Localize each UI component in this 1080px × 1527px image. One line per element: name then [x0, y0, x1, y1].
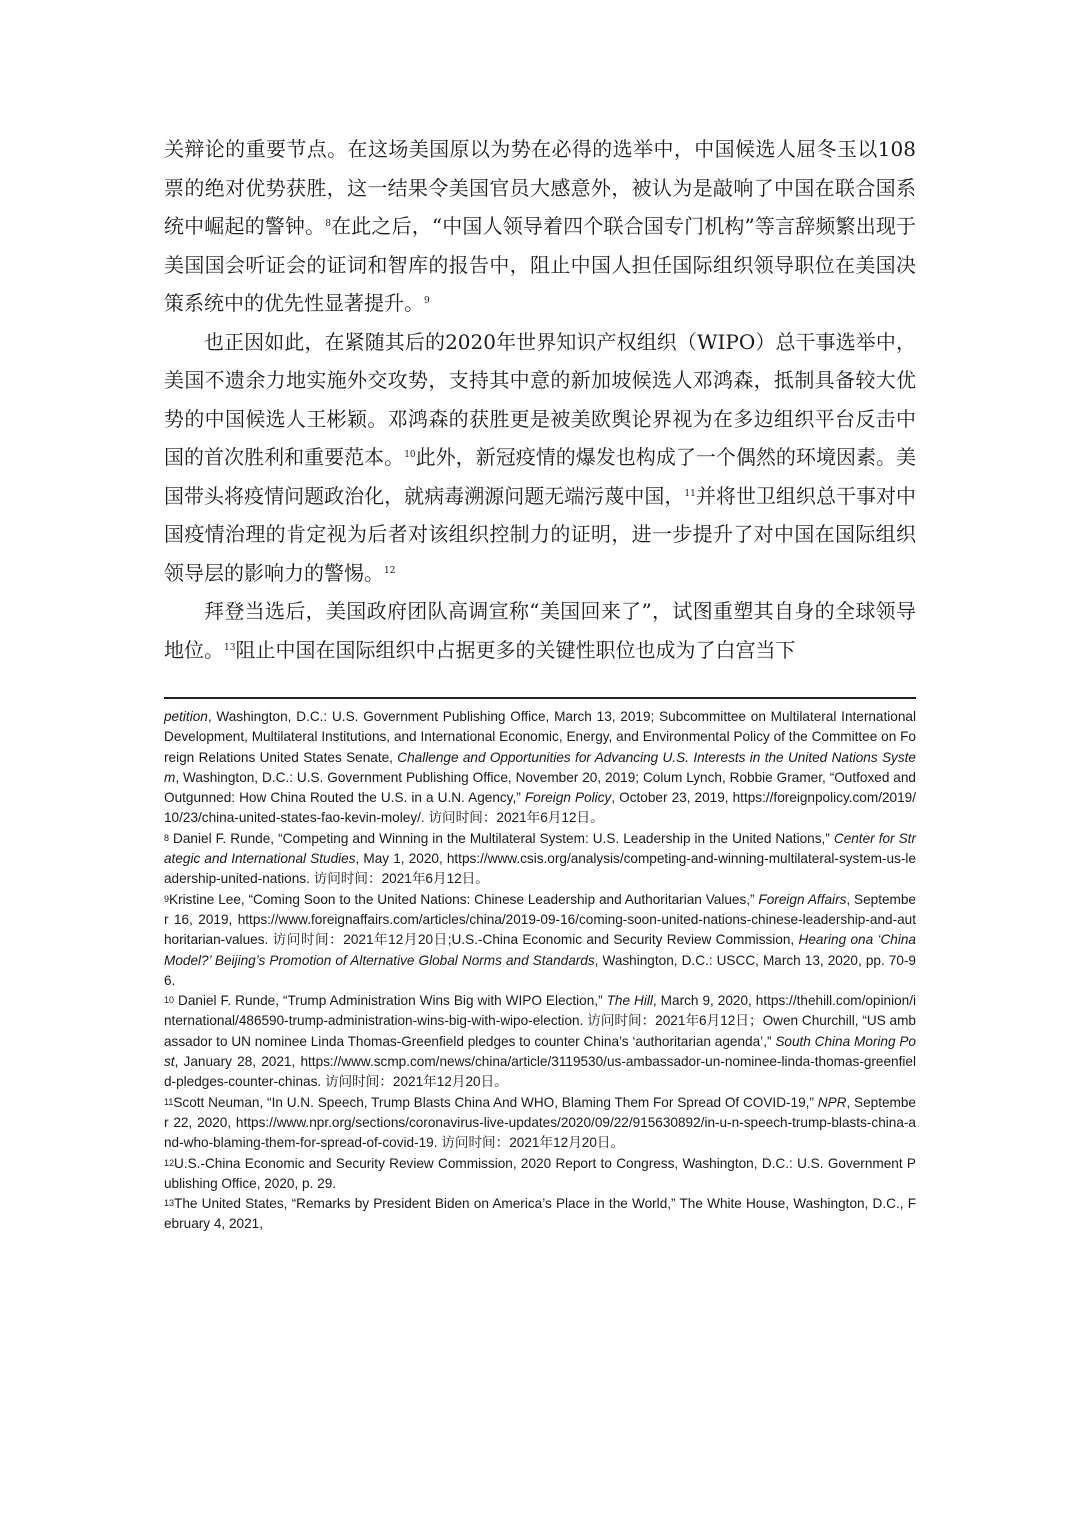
note-text: Kristine Lee, “Coming Soon to the United Nations: Chinese Leadership and Authoritarian Values,” [169, 891, 759, 907]
note-italic: Foreign Affairs [758, 891, 847, 907]
footnote-ref-8[interactable]: 8 [325, 219, 331, 229]
note-italic: The Hill [606, 993, 653, 1009]
body-text-segment: 此外，新冠疫情的爆发也构成了一个偶然的环境因素。美国带头将疫情问题政治化，就病毒溯源问题无端污蔑中国， [164, 445, 917, 508]
body-paragraph-2 [164, 323, 916, 593]
note-text: The United States, “Remarks by President Biden on America’s Place in the World,” The White House, Washington, D.C., February 4, 2021, [164, 1196, 916, 1232]
note-text: , Washington, D.C.: U.S. Government Publishing Office, November 20, 2019; Colum Lynch, Robbie Gramer, “Outfoxed and Outgunned: How China Routed the U.S. in a U.N. Agency,” [164, 769, 916, 806]
footnote-13 [164, 1194, 916, 1235]
footnote-10 [164, 991, 916, 1092]
footnote-11 [164, 1093, 916, 1154]
note-italic: Challenge and Opportunities for Advancing U.S. Interests in the United Nations System [164, 749, 916, 785]
footnote-number: 10 [164, 995, 175, 1006]
note-text: , September 16, 2019, https://www.foreignaffairs.com/articles/china/2019-09-16/coming-soon-united-nations-chinese-leadership-and-authoritarian-values. 访问时间：2021年12月20日;U.S.-China Economic and Security Review Commission, [164, 891, 916, 948]
body-paragraph-1 [164, 130, 916, 323]
footnote-ref-12[interactable]: 12 [384, 565, 396, 576]
note-text: , May 1, 2020, https://www.csis.org/analysis/competing-and-winning-multilateral-system-us-leadership-united-nations. 访问时间：2021年6月12日。 [164, 851, 916, 887]
body-text-segment: 也正因如此，在紧随其后的2020年世界知识产权组织（WIPO）总干事选举中，美国不遗余力地实施外交攻势，支持其中意的新加坡候选人邓鸿森，抵制具备较大优势的中国候选人王彬颖。邓鸿森的获胜更是被美欧舆论界视为在多边组织平台反击中国的首次胜利和重要范本。 [164, 329, 916, 469]
footnote-number: 13 [164, 1198, 175, 1209]
footnote-ref-13[interactable]: 13 [224, 642, 236, 653]
note-text: , March 9, 2020, https://thehill.com/opinion/international/486590-trump-administration-wins-big-with-wipo-election. 访问时间：2021年6月12日；Owen Churchill, “US ambassador to UN nominee Linda Thomas-Greenfield pledges to counter China’s ‘authoritarian agenda’,” [164, 993, 917, 1049]
document-page [164, 130, 916, 1235]
body-text-segment: 在此之后，“中国人领导着四个联合国专门机构”等言辞频繁出现于美国国会听证会的证词和智库的报告中，阻止中国人担任国际组织领导职位在美国决策系统中的优先性显著提升。 [164, 214, 917, 315]
note-italic: NPR [817, 1094, 847, 1110]
note-text: , October 23, 2019, https://foreignpolicy.com/2019/10/23/china-united-states-fao-kevin-moley/. 访问时间：2021年6月12日。 [164, 790, 916, 826]
note-text: U.S.-China Economic and Security Review Commission, 2020 Report to Congress, Washington, D.C.: U.S. Government Publishing Office, 2020, p. 29. [164, 1155, 916, 1191]
footnotes [164, 707, 916, 1235]
footnote-8 [164, 829, 916, 890]
footnote-9 [164, 890, 916, 991]
body-text-segment: 并将世卫组织总干事对中国疫情治理的肯定视为后者对该组织控制力的证明，进一步提升了对中国在国际组织领导层的影响力的警惕。 [164, 483, 917, 585]
footnote-ref-9[interactable]: 9 [424, 296, 430, 306]
footnote-ref-11[interactable]: 11 [684, 488, 696, 499]
note-italic: South China Moring Post [164, 1033, 916, 1070]
note-italic: Foreign Policy [524, 790, 612, 806]
note-text: , January 28, 2021, https://www.scmp.com/news/china/article/3119530/us-ambassador-un-nominee-linda-thomas-greenfield-pledges-counter-chinas. 访问时间：2021年12月20日。 [164, 1054, 916, 1090]
note-italic: Hearing ona ‘China Model?’ Beijing’s Promotion of Alternative Global Norms and Standards [164, 932, 916, 968]
body-paragraph-3 [164, 592, 916, 669]
note-italic: Center for Strategic and International Studies [164, 830, 916, 867]
note-text: Daniel F. Runde, “Trump Administration Wins Big with WIPO Election,” [174, 993, 607, 1009]
body-text-segment: 关辩论的重要节点。在这场美国原以为势在必得的选举中，中国候选人屈冬玉以108票的绝对优势获胜，这一结果令美国官员大感意外，被认为是敲响了中国在联合国系统中崛起的警钟。 [164, 137, 916, 238]
footnote-ref-10[interactable]: 10 [404, 450, 416, 460]
footnote-number: 11 [164, 1096, 174, 1107]
footnote-12 [164, 1154, 916, 1195]
footnote-number: 12 [164, 1157, 175, 1168]
footnote-separator [164, 697, 916, 699]
body-text-segment: 拜登当选后，美国政府团队高调宣称“美国回来了”，试图重塑其自身的全球领导地位。 [164, 599, 916, 662]
footnote-number: 9 [164, 893, 170, 904]
footnote-number: 8 [164, 832, 170, 843]
note-text: Scott Neuman, “In U.N. Speech, Trump Blasts China And WHO, Blaming Them For Spread Of COVID-19,” [173, 1094, 818, 1110]
note-text: Daniel F. Runde, “Competing and Winning in the Multilateral System: U.S. Leadership in the United Nations,” [169, 830, 834, 846]
note-text: , Washington, D.C.: U.S. Government Publishing Office, March 13, 2019; Subcommittee on Multilateral International Development, Multilateral Institutions, and International Economic, Energy, and Environmental Policy of the Committee on Foreign Relations United States Senate, [164, 709, 916, 765]
note-text: , September 22, 2020, https://www.npr.org/sections/coronavirus-live-updates/2020/09/22/915630892/in-u-n-speech-trump-blasts-china-and-who-blaming-them-for-spread-of-covid-19. 访问时间：2021年12月20日。 [164, 1094, 916, 1151]
footnote-continued [164, 707, 916, 829]
note-italic: petition [164, 709, 208, 724]
body-text-segment: 阻止中国在国际组织中占据更多的关键性职位也成为了白宫当下 [235, 637, 796, 662]
note-text: , Washington, D.C.: USCC, March 13, 2020, pp. 70-96. [164, 952, 916, 988]
